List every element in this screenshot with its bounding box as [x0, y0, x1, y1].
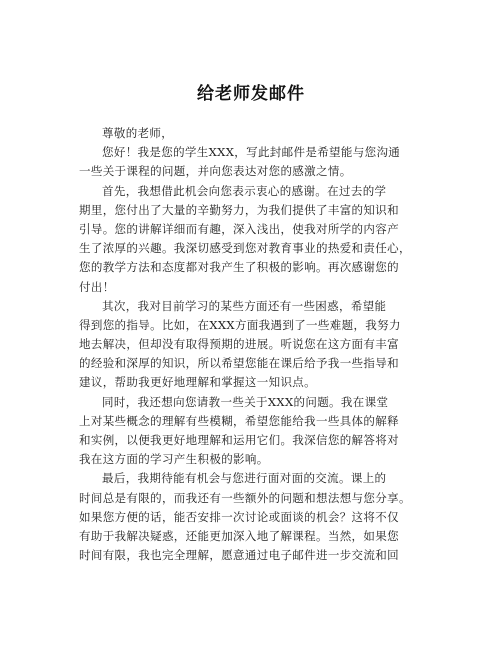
letter-line: 我在这方面的学习产生积极的影响。 — [79, 452, 269, 467]
letter-line: 地去解决，但却没有取得预期的进展。听说您在这方面有丰富 — [79, 337, 399, 352]
letter-line: 尊敬的老师， — [102, 126, 174, 140]
letter-body — [79, 124, 431, 565]
document-title: 给老师发邮件 — [197, 84, 305, 104]
letter-line: 引导。您的讲解详细而有趣，深入浅出，使我对所学的内容产 — [79, 221, 399, 236]
letter-line: 有助于我解决疑惑，还能更加深入地了解课程。当然，如果您 — [79, 528, 399, 543]
letter-line: 如果您方便的话，能否安排一次讨论或面谈的机会？这将不仅 — [79, 509, 399, 524]
letter-line: 您好！我是您的学生XXX，写此封邮件是希望能与您沟通 — [102, 145, 401, 160]
letter-line: 您的教学方法和态度都对我产生了积极的影响。再次感谢您的 — [79, 260, 399, 275]
letter-line: 得到您的指导。比如，在XXX方面我遇到了一些难题，我努力 — [79, 317, 401, 332]
letter-line: 上对某些概念的理解有些模糊，希望您能给我一些具体的解释 — [79, 413, 399, 428]
letter-line: 期里，您付出了大量的辛勤努力，为我们提供了丰富的知识和 — [79, 202, 399, 217]
letter-line: 的经验和深厚的知识，所以希望您能在课后给予我一些指导和 — [79, 356, 399, 371]
letter-line: 一些关于课程的问题，并向您表达对您的感激之情。 — [79, 164, 352, 179]
letter-line: 生了浓厚的兴趣。我深切感受到您对教育事业的热爱和责任心， — [79, 241, 411, 256]
letter-line: 时间总是有限的，而我还有一些额外的问题和想法想与您分享。 — [79, 490, 411, 505]
letter-line: 其次，我对目前学习的某些方面还有一些困惑，希望能 — [102, 298, 387, 313]
letter-line: 建议，帮助我更好地理解和掌握这一知识点。 — [79, 375, 316, 390]
letter-line: 同时，我还想向您请教一些关于XXX的问题。我在课堂 — [102, 394, 389, 409]
letter-line: 最后，我期待能有机会与您进行面对面的交流。课上的 — [102, 471, 387, 486]
letter-line: 首先，我想借此机会向您表示衷心的感谢。在过去的学 — [102, 183, 387, 198]
letter-line: 时间有限，我也完全理解，愿意通过电子邮件进一步交流和回 — [79, 548, 399, 563]
letter-line: 和实例，以便我更好地理解和运用它们。我深信您的解答将对 — [79, 433, 399, 447]
letter-line: 付出！ — [79, 279, 115, 294]
